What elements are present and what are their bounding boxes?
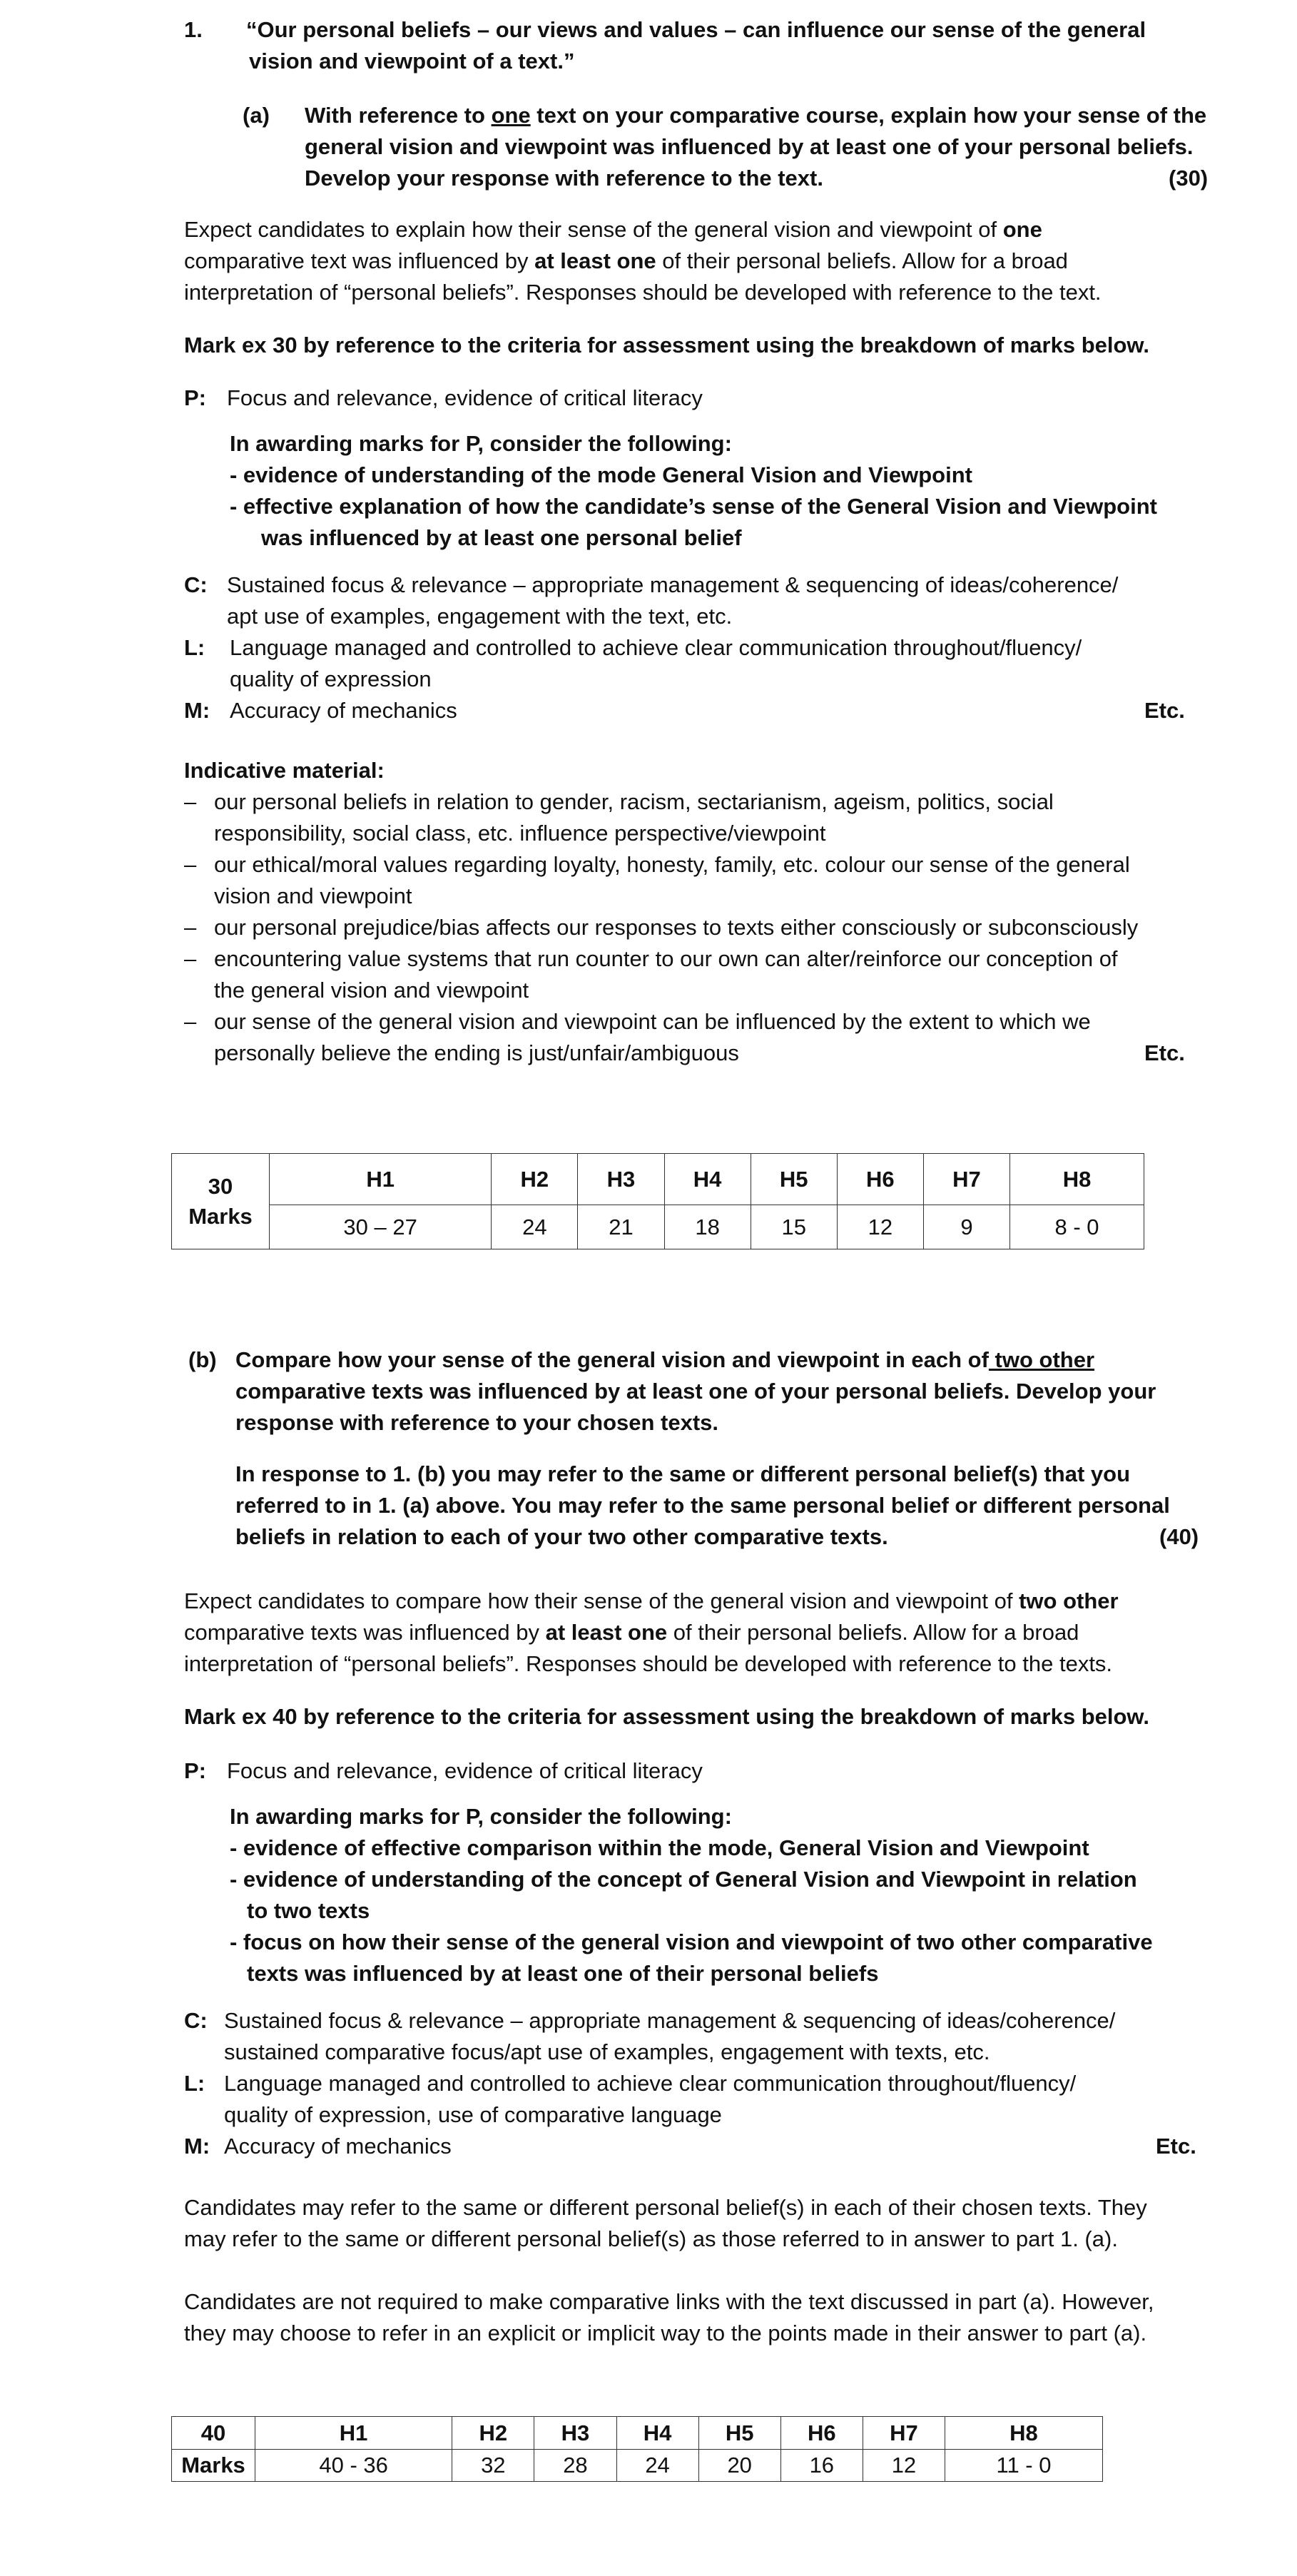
marks-table-b-total: 40 [172, 2417, 255, 2450]
dash-bullet: – [184, 946, 197, 971]
part-b-l-text [224, 2068, 1251, 2131]
grade-cell: H3 [534, 2417, 616, 2450]
indicative-1-line-1: our personal beliefs in relation to gender, racism, sectarianism, ageism, politics, social [214, 789, 1054, 814]
awarding-b-item-2-cont: to two texts [247, 1898, 370, 1923]
indicative-item [184, 912, 1241, 943]
awarding-b-item-2: - evidence of understanding of the concept of General Vision and Viewpoint in relation [230, 1867, 1137, 1892]
mark-cell: 20 [698, 2450, 780, 2482]
awarding-b-item-3: - focus on how their sense of the general vision and viewpoint of two other comparative [230, 1930, 1153, 1954]
awarding-b-title: In awarding marks for P, consider the following: [230, 1804, 732, 1829]
expect-b-line-1: Expect candidates to compare how their sense of the general vision and viewpoint of two other [184, 1588, 1119, 1613]
part-b-l-label: L: [184, 2071, 205, 2096]
question-number: 1. [184, 17, 203, 42]
awarding-a-title: In awarding marks for P, consider the following: [230, 431, 732, 456]
dash-bullet: – [184, 915, 197, 940]
grade-cell: H1 [270, 1154, 492, 1205]
part-b-mark-ex: Mark ex 40 by reference to the criteria for assessment using the breakdown of marks below. [184, 1704, 1149, 1729]
part-a-awarding [230, 428, 1243, 554]
mark-cell: 24 [492, 1205, 578, 1249]
grade-cell: H7 [863, 2417, 945, 2450]
indicative-5-line-1: our sense of the general vision and viewpoint can be influenced by the extent to which we [214, 1009, 1091, 1034]
part-a-c-label: C: [184, 572, 208, 597]
part-a-m-text: Accuracy of mechanics [230, 698, 457, 723]
indicative-1-line-2: responsibility, social class, etc. influence perspective/viewpoint [214, 821, 826, 846]
l-a-line-2: quality of expression [230, 666, 432, 691]
mark-cell: 12 [863, 2450, 945, 2482]
part-a-line-3: Develop your response with reference to the text. [305, 166, 823, 191]
note-1-line-2: may refer to the same or different personal belief(s) as those referred to in answer to part 1. (a). [184, 2226, 1118, 2251]
part-b-p-label: P: [184, 1758, 206, 1783]
grade-cell: H5 [698, 2417, 780, 2450]
mark-cell: 30 – 27 [270, 1205, 492, 1249]
l-b-line-1: Language managed and controlled to achieve clear communication throughout/fluency/ [224, 2071, 1077, 2096]
part-b-line-4: In response to 1. (b) you may refer to the same or different personal belief(s) that you [235, 1461, 1131, 1486]
quote-line-1: “Our personal beliefs – our views and values – can influence our sense of the general [246, 17, 1146, 42]
part-a-p-text: Focus and relevance, evidence of critical literacy [227, 385, 703, 410]
grade-cell: H6 [780, 2417, 863, 2450]
marks-table-b [171, 2416, 1103, 2482]
mark-cell: 18 [664, 1205, 751, 1249]
l-b-line-2: quality of expression, use of comparative language [224, 2102, 722, 2127]
indicative-5-line-2: personally believe the ending is just/unfair/ambiguous [214, 1040, 739, 1065]
awarding-a-item-2-cont: was influenced by at least one personal belief [261, 525, 742, 550]
c-a-line-2: apt use of examples, engagement with the text, etc. [227, 604, 733, 629]
l-a-line-1: Language managed and controlled to achieve clear communication throughout/fluency/ [230, 635, 1082, 660]
expect-a-line-3: interpretation of “personal beliefs”. Responses should be developed with reference to the text. [184, 280, 1102, 305]
expect-b-line-3: interpretation of “personal beliefs”. Responses should be developed with reference to the texts. [184, 1651, 1113, 1676]
awarding-b-item-1: - evidence of effective comparison within the mode, General Vision and Viewpoint [230, 1835, 1089, 1860]
question-quote [246, 14, 1245, 77]
part-b-line-1: Compare how your sense of the general vision and viewpoint in each of two other [235, 1347, 1095, 1372]
part-a-marks: (30) [1169, 166, 1209, 191]
mark-cell: 40 - 36 [255, 2450, 452, 2482]
mark-cell: 32 [452, 2450, 534, 2482]
part-b-line-3: response with reference to your chosen texts. [235, 1410, 719, 1435]
dash-bullet: – [184, 852, 197, 877]
indicative-etc: Etc. [1144, 1040, 1185, 1065]
awarding-b-item-3-cont: texts was influenced by at least one of their personal beliefs [247, 1961, 879, 1986]
part-a-line-1: With reference to one text on your comparative course, explain how your sense of the [305, 103, 1207, 128]
part-b-expectation [184, 1586, 1261, 1680]
part-a-line-2: general vision and viewpoint was influenced by at least one of your personal beliefs. [305, 134, 1194, 159]
mark-cell: 15 [751, 1205, 837, 1249]
part-b-m-text: Accuracy of mechanics [224, 2134, 452, 2159]
indicative-title: Indicative material: [184, 758, 385, 783]
grade-cell: H8 [1010, 1154, 1144, 1205]
part-a-l-label: L: [184, 635, 205, 660]
grade-cell: H4 [664, 1154, 751, 1205]
part-b-marks: (40) [1159, 1524, 1199, 1549]
c-b-line-1: Sustained focus & relevance – appropriate management & sequencing of ideas/coherence/ [224, 2008, 1116, 2033]
mark-cell: 21 [578, 1205, 664, 1249]
expect-a-line-2: comparative text was influenced by at least one of their personal beliefs. Allow for a broad [184, 248, 1068, 273]
part-b-line-6: beliefs in relation to each of your two other comparative texts. [235, 1524, 888, 1549]
part-a-m-etc: Etc. [1144, 698, 1185, 723]
part-b-p-text: Focus and relevance, evidence of critical literacy [227, 1758, 703, 1783]
indicative-item [184, 849, 1241, 912]
marks-table-b-total-label: Marks [172, 2450, 255, 2482]
grade-cell: H3 [578, 1154, 664, 1205]
part-b-m-etc: Etc. [1156, 2134, 1196, 2159]
mark-cell: 8 - 0 [1010, 1205, 1144, 1249]
quote-line-2: vision and viewpoint of a text.” [249, 49, 575, 73]
marks-table-a [171, 1153, 1144, 1249]
part-b-c-text [224, 2005, 1251, 2068]
grade-cell: H2 [452, 2417, 534, 2450]
part-b-label: (b) [188, 1347, 217, 1372]
mark-cell: 12 [837, 1205, 923, 1249]
part-a-label: (a) [243, 103, 270, 128]
grade-cell: H5 [751, 1154, 837, 1205]
awarding-a-item-1: - evidence of understanding of the mode General Vision and Viewpoint [230, 462, 972, 487]
part-b-line-2: comparative texts was influenced by at least one of your personal beliefs. Develop your [235, 1379, 1156, 1404]
c-a-line-1: Sustained focus & relevance – appropriate management & sequencing of ideas/coherence/ [227, 572, 1119, 597]
part-b-line-5: referred to in 1. (a) above. You may refer to the same personal belief or different personal [235, 1493, 1170, 1518]
part-a-expectation [184, 214, 1254, 308]
indicative-2-line-2: vision and viewpoint [214, 883, 412, 908]
indicative-4-line-2: the general vision and viewpoint [214, 978, 529, 1003]
part-b-note-2 [184, 2286, 1276, 2349]
mark-cell: 24 [616, 2450, 698, 2482]
part-b-note-1 [184, 2192, 1276, 2255]
indicative-2-line-1: our ethical/moral values regarding loyalty, honesty, family, etc. colour our sense of the general [214, 852, 1130, 877]
mark-cell: 28 [534, 2450, 616, 2482]
marks-table-a-total [172, 1154, 270, 1249]
grade-cell: H6 [837, 1154, 923, 1205]
dash-bullet: – [184, 789, 197, 814]
dash-bullet: – [184, 1009, 197, 1034]
indicative-item [184, 943, 1241, 1006]
part-a-l-text [230, 632, 1257, 695]
part-a-m-label: M: [184, 698, 210, 723]
indicative-4-line-1: encountering value systems that run counter to our own can alter/reinforce our conception of [214, 946, 1118, 971]
part-b-m-label: M: [184, 2134, 210, 2159]
indicative-3-line-1: our personal prejudice/bias affects our responses to texts either consciously or subconsciously [214, 915, 1139, 940]
mark-cell: 16 [780, 2450, 863, 2482]
part-b-c-label: C: [184, 2008, 208, 2033]
indicative-item [184, 1006, 1241, 1069]
grade-cell: H1 [255, 2417, 452, 2450]
mark-cell: 9 [923, 1205, 1009, 1249]
note-1-line-1: Candidates may refer to the same or different personal belief(s) in each of their chosen texts. They [184, 2195, 1147, 2220]
note-2-line-1: Candidates are not required to make comparative links with the text discussed in part (a). However, [184, 2289, 1154, 2314]
total-number: 30 [208, 1173, 233, 1199]
total-label: Marks [188, 1203, 253, 1229]
part-a-p-label: P: [184, 385, 206, 410]
part-b-prompt [235, 1344, 1256, 1553]
part-b-awarding [230, 1801, 1243, 1989]
grade-cell: H7 [923, 1154, 1009, 1205]
expect-b-line-2: comparative texts was influenced by at least one of their personal beliefs. Allow for a broad [184, 1620, 1079, 1645]
note-2-line-2: they may choose to refer in an explicit or implicit way to the points made in their answer to part (a). [184, 2321, 1147, 2346]
c-b-line-2: sustained comparative focus/apt use of examples, engagement with texts, etc. [224, 2039, 990, 2064]
mark-cell: 11 - 0 [945, 2450, 1103, 2482]
part-a-prompt [305, 100, 1246, 194]
grade-cell: H8 [945, 2417, 1103, 2450]
expect-a-line-1: Expect candidates to explain how their sense of the general vision and viewpoint of one [184, 217, 1042, 242]
awarding-a-item-2: - effective explanation of how the candidate’s sense of the General Vision and Viewpoint [230, 494, 1157, 519]
part-a-c-text [227, 569, 1254, 632]
indicative-item [184, 786, 1241, 849]
grade-cell: H2 [492, 1154, 578, 1205]
grade-cell: H4 [616, 2417, 698, 2450]
part-a-mark-ex: Mark ex 30 by reference to the criteria for assessment using the breakdown of marks below. [184, 333, 1149, 358]
